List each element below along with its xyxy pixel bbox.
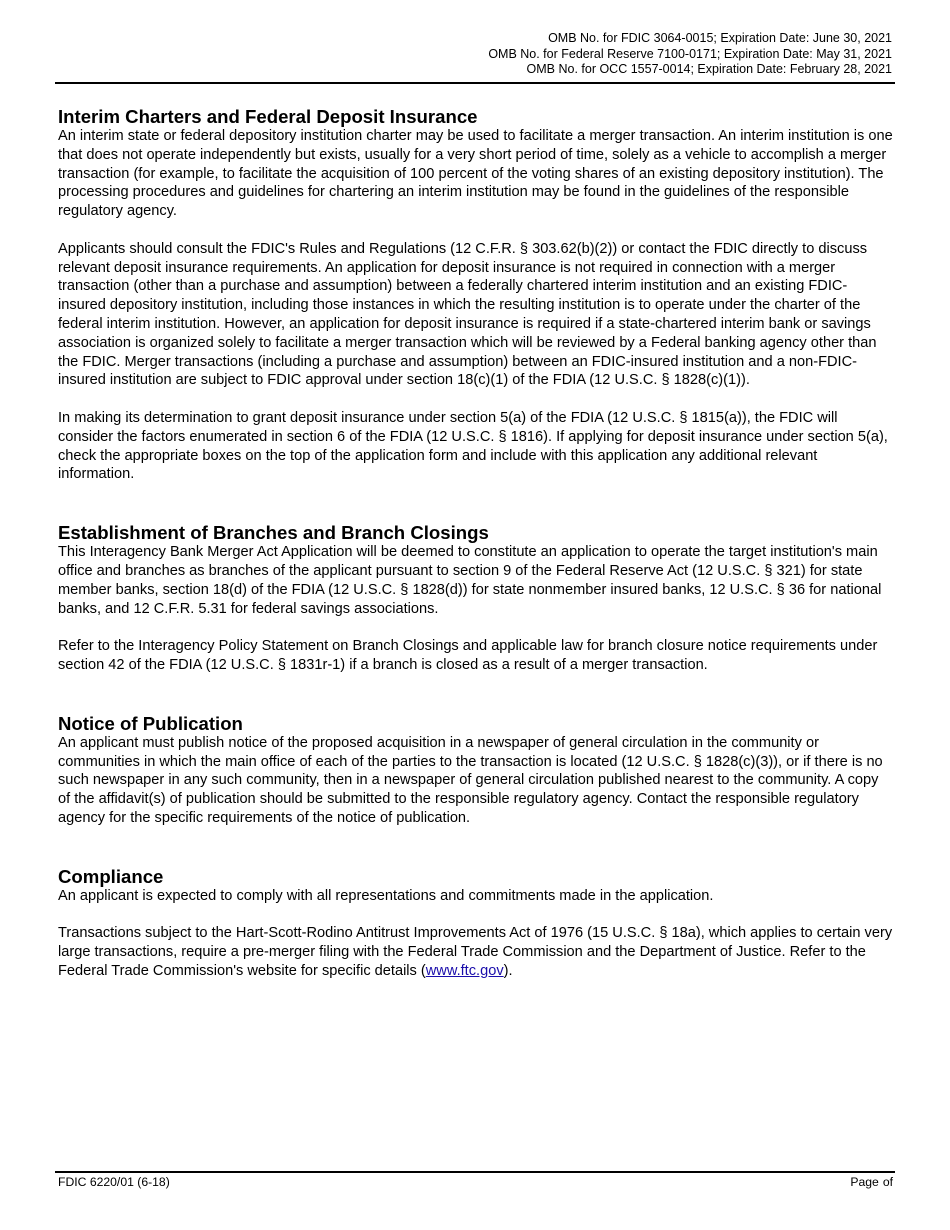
- paragraph: This Interagency Bank Merger Act Application will be deemed to constitute an application to operate the target institution's main office and branches as branches of the applicant pursuant to section 9 of the Federal Reserve Act (12 U.S.C. § 321) for state member banks, section 18(d) of the FDIA (12 U.S.C. § 1828(d)) for state nonmember insured banks, 12 U.S.C. § 36 for national banks, and 12 C.F.R. 5.31 for federal savings associations.: [58, 544, 882, 617]
- section-title: Notice of Publication: [58, 712, 243, 734]
- paragraph: An interim state or federal depository institution charter may be used to facilitate a merger transaction. An interim institution is one that does not operate independently but exists, usually for a very short period of time, solely as a vehicle to accomplish a merger transaction (for example, to facilitate the acquisition of 100 percent of the voting shares of an existing depository institution). The processing procedures and guidelines for chartering an interim institution may be found in the guidelines of the responsible regulatory agency.: [58, 128, 893, 220]
- page-of-label: of: [882, 1175, 893, 1189]
- header-divider: [55, 82, 895, 84]
- section-branches: [58, 522, 893, 675]
- paragraph-hsr: [58, 924, 893, 980]
- paragraph: Refer to the Interagency Policy Statement on Branch Closings and applicable law for branch closure notice requirements under section 42 of the FDIA (12 U.S.C. § 1831r-1) if a branch is closed as a result of a merger transaction.: [58, 638, 878, 673]
- omb-line-occ: OMB No. for OCC 1557-0014; Expiration Date: February 28, 2021: [526, 62, 892, 77]
- omb-line-fdic: OMB No. for FDIC 3064-0015; Expiration Date: June 30, 2021: [548, 31, 892, 45]
- section-title: Establishment of Branches and Branch Closings: [58, 522, 489, 544]
- paragraph: An applicant is expected to comply with all representations and commitments made in the application.: [58, 887, 714, 904]
- section-interim-charters: [58, 106, 893, 484]
- section-title: Interim Charters and Federal Deposit Insurance: [58, 106, 478, 127]
- omb-header: [488, 31, 892, 78]
- section-compliance: [58, 866, 893, 981]
- paragraph: In making its determination to grant deposit insurance under section 5(a) of the FDIA (12 U.S.C. § 1815(a)), the FDIC will consider the factors enumerated in section 6 of the FDIA (12 U.S.C. § 1816). If applying for deposit insurance under section 5(a), check the appropriate boxes on the top of the application form and include with this application any additional relevant information.: [58, 409, 888, 483]
- page-number: [846, 1175, 893, 1189]
- omb-line-federal-reserve: OMB No. for Federal Reserve 7100-0171; Expiration Date: May 31, 2021: [488, 46, 892, 61]
- footer-divider: [55, 1171, 895, 1173]
- page-label: Page: [850, 1175, 879, 1189]
- paragraph: An applicant must publish notice of the proposed acquisition in a newspaper of general circulation in the community or communities in which the main office of each of the parties to the transaction is located (12 U.S.C. § 1828(c)(3)), or if there is no such newspaper in any such community, then in a newspaper of general circulation published nearest to the community. A copy of the affidavit(s) of publication should be submitted to the responsible regulatory agency. Contact the responsible regulatory agency for the specific requirements of the notice of publication.: [58, 734, 883, 826]
- document-body: [58, 106, 893, 981]
- paragraph-text: Transactions subject to the Hart-Scott-Rodino Antitrust Improvements Act of 1976 (15 U.S.C. § 18a), which applies to certain very large transactions, require a pre-merger filing with the Federal Trade Commission and the Department of Justice. Refer to the Federal Trade Commission's website for specific details (: [58, 925, 893, 979]
- ftc-website-link[interactable]: www.ftc.gov: [425, 962, 504, 979]
- section-notice-of-publication: [58, 713, 893, 828]
- paragraph: Applicants should consult the FDIC's Rules and Regulations (12 C.F.R. § 303.62(b)(2)) or contact the FDIC directly to discuss relevant deposit insurance requirements. An application for deposit insurance is not required in connection with a merger transaction (other than a purchase and assumption) between a federally chartered interim institution and an existing FDIC-insured depository institution, including those instances in which the resulting institution is to operate under the charter of the federal interim institution. However, an application for deposit insurance is required if a state-chartered interim bank or savings association is organized solely to facilitate a merger transaction which will be reviewed by a Federal banking agency other than the FDIC. Merger transactions (including a purchase and assumption) between an FDIC-insured institution and a non-FDIC-insured institution are subject to FDIC approval under section 18(c)(1) of the FDIA (12 U.S.C. § 1828(c)(1)).: [58, 240, 877, 389]
- section-title: Compliance: [58, 865, 164, 887]
- paragraph-text: ).: [503, 962, 513, 979]
- form-id: FDIC 6220/01 (6-18): [58, 1175, 170, 1189]
